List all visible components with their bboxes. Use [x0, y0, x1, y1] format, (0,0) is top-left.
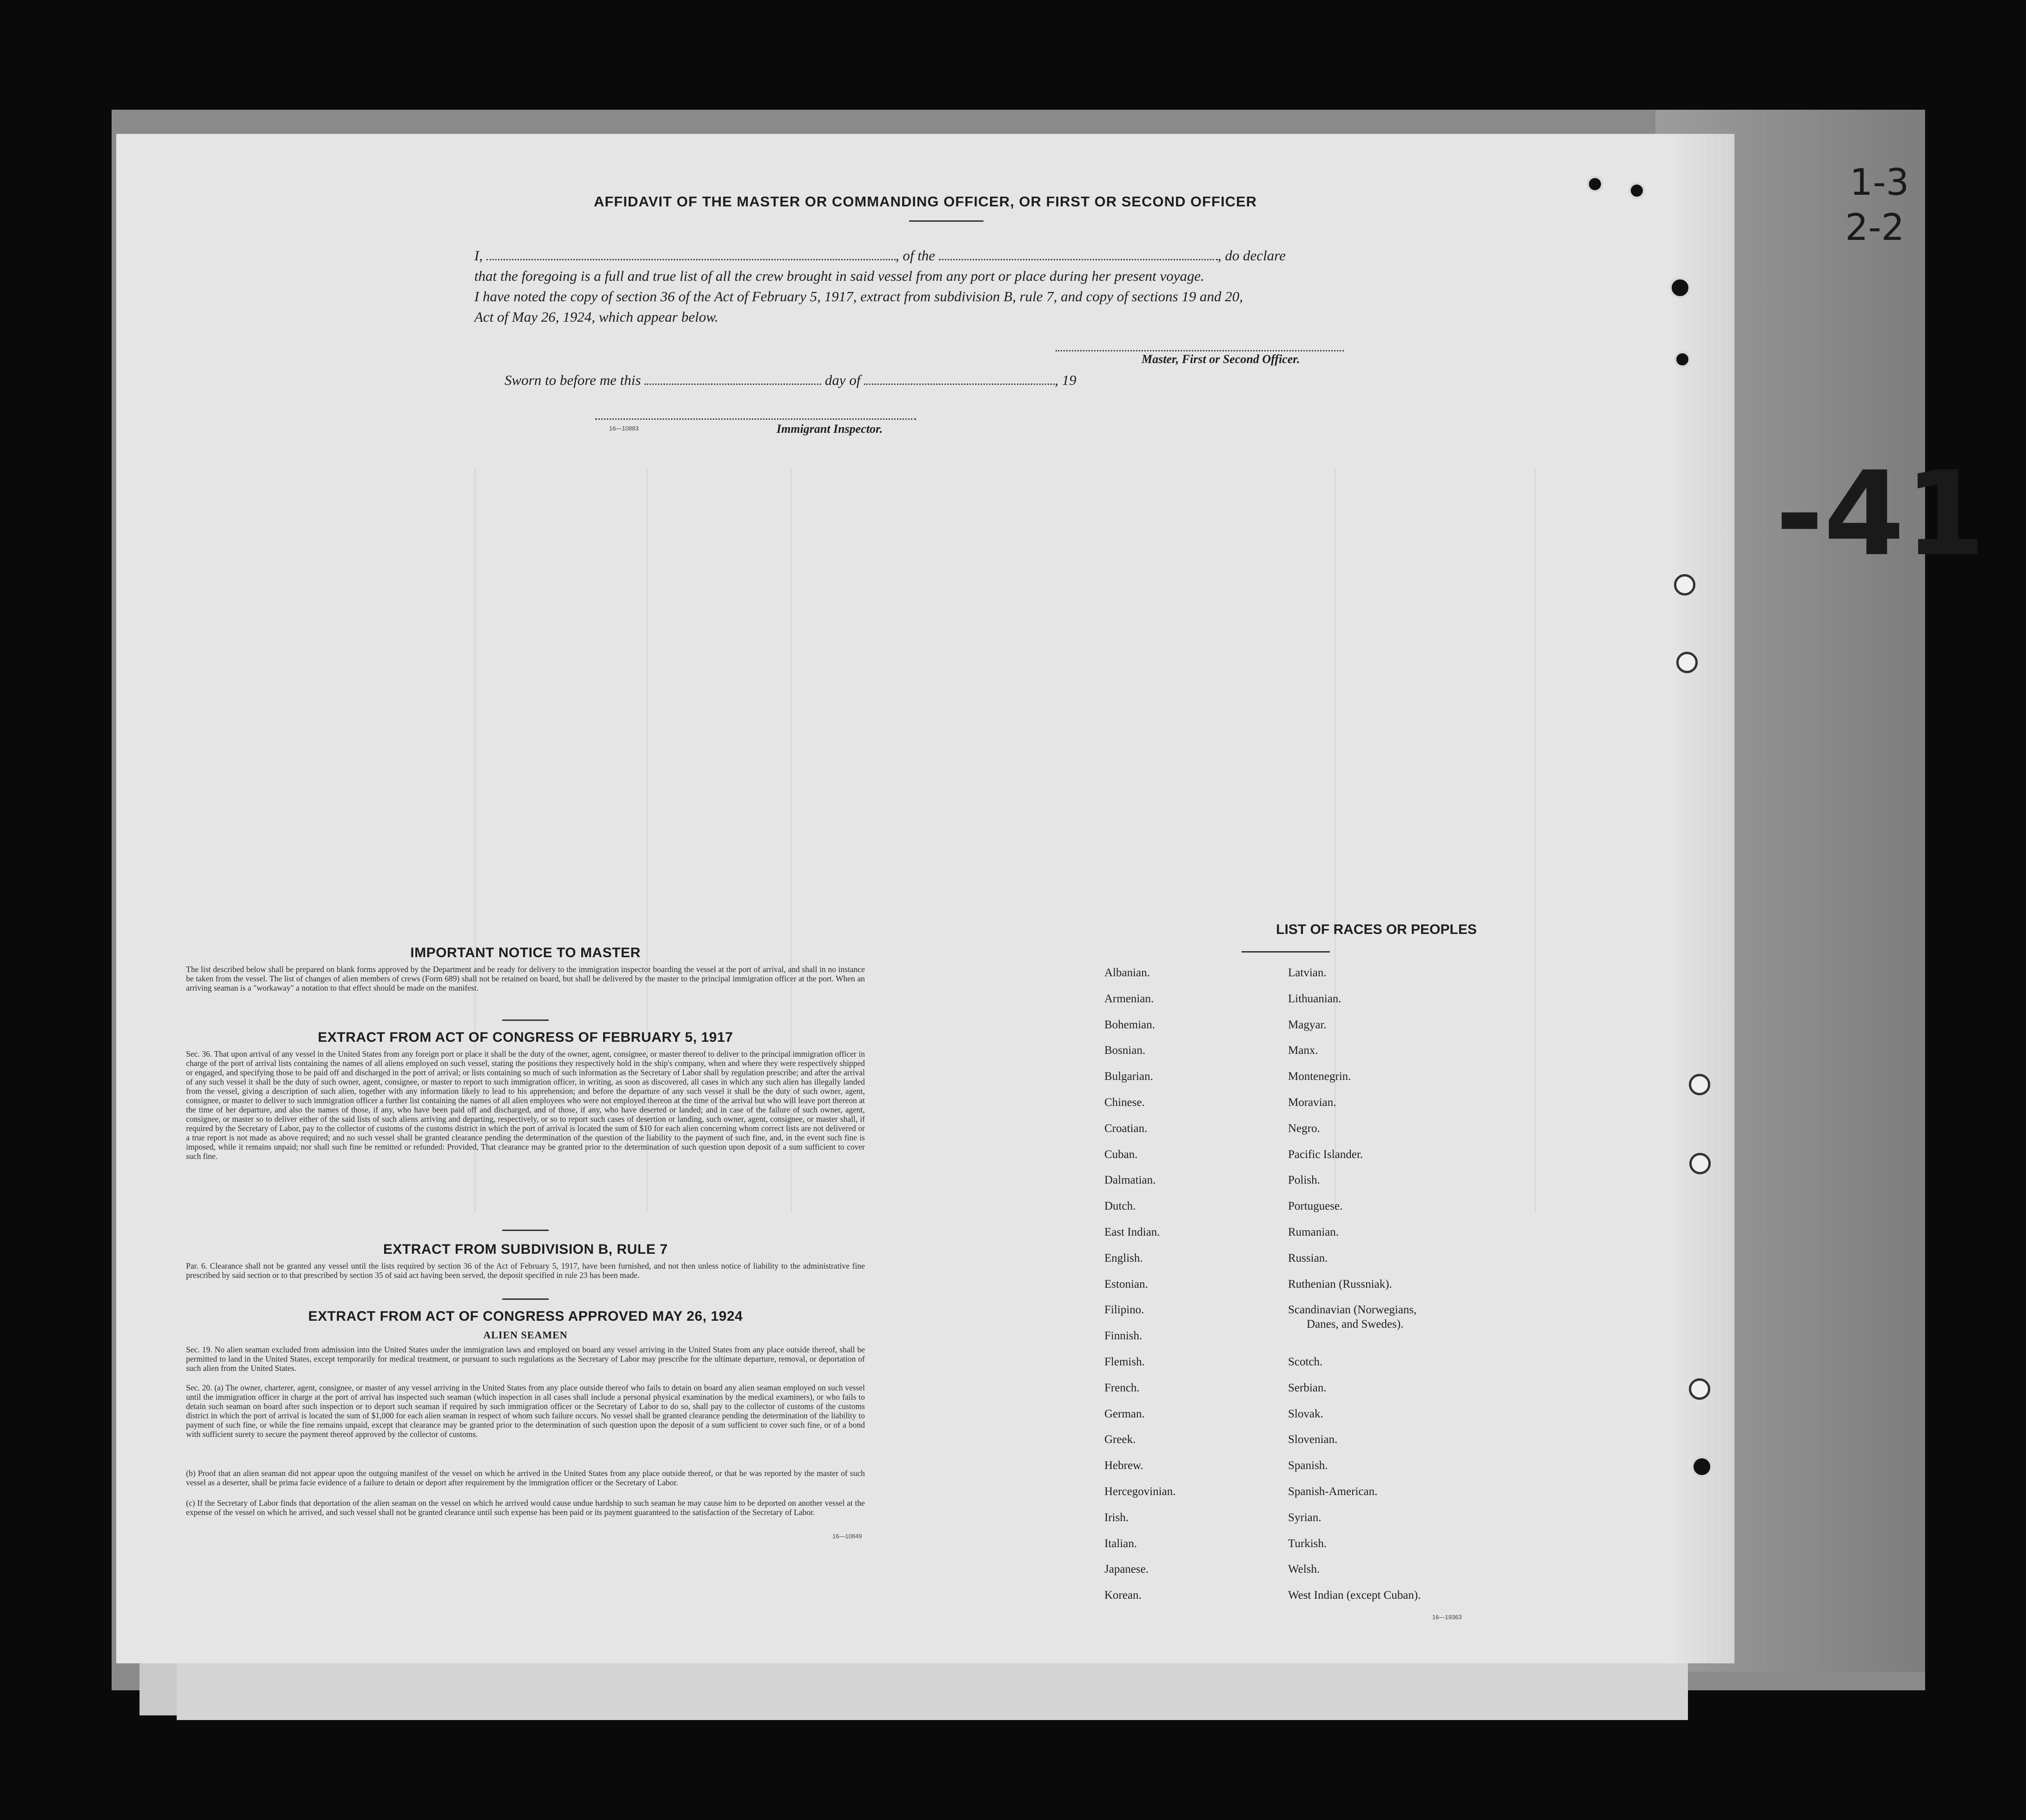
affidavit-i: I,: [474, 247, 483, 264]
inspector-label: Immigrant Inspector.: [777, 422, 883, 436]
race-item: Bosnian.: [1104, 1044, 1146, 1057]
affidavit-line-1: [474, 245, 1286, 266]
race-item: Dutch.: [1104, 1200, 1136, 1213]
race-item: Negro.: [1288, 1122, 1320, 1135]
affidavit-line-3: I have noted the copy of section 36 of the Act of February 5, 1917, extract from subdivision B, rule 7, and copy of sections 19 and 20,: [474, 288, 1243, 304]
races-rule: [1242, 951, 1330, 953]
sworn-day-blank[interactable]: [644, 372, 821, 385]
binder-hole: [1669, 277, 1691, 298]
race-item: Irish.: [1104, 1511, 1129, 1524]
inspector-signature-line[interactable]: [595, 418, 916, 420]
handwritten-margin-number: -41: [1775, 446, 1986, 582]
section-rule: [502, 1230, 549, 1231]
affidavit-title: AFFIDAVIT OF THE MASTER OR COMMANDING OFFICER, OR FIRST OR SECOND OFFICER: [593, 193, 1257, 210]
race-item: Spanish.: [1288, 1459, 1328, 1472]
extract-1924-heading: EXTRACT FROM ACT OF CONGRESS APPROVED MAY 26, 1924: [308, 1309, 743, 1324]
binder-hole: [1691, 1456, 1713, 1477]
notice-heading: IMPORTANT NOTICE TO MASTER: [410, 945, 641, 960]
race-item: Dalmatian.: [1104, 1174, 1156, 1187]
extract-1917-text: Sec. 36. That upon arrival of any vessel in the United States from any foreign port or place it shall be the duty of the owner, agent, consignee, or master thereof to deliver to the principal immigration officer in charge of the port of arrival lists containing the names of all aliens employed on such vessel, stating the positions they respectively hold in the ship's company, when and where they were respectively shipped or engaged, and specifying those to be paid off and discharged in the port of arrival; or lists containing so much of such information as the Secretary of Labor shall by regulation prescribe; and after the arrival of any such vessel it shall be the duty of such owner, agent, consignee, or master to report to such immigration officer, in writing, as soon as discovered, all cases in which any such alien has illegally landed from the vessel, giving a description of such alien, together with any information likely to lead to his apprehension; and before the departure of any such vessel it shall be the duty of such owner, agent, consignee, or master to deliver to such immigration officer a further list containing the names of all alien employees who were not employed thereon at the time of the arrival but who will leave port thereon at the time of her departure, and also the names of those, if any, who have been paid off and discharged, and of those, if any, who have deserted or landed; and in case of the failure of such owner, agent, consignee, or master so to deliver either of the said lists of such aliens arriving and departing, respectively, or so to report such cases of desertion or landing, such owner, agent, consignee, or master shall, if required by the Secretary of Labor, pay to the collector of customs of the customs district in which the port of arrival is located the sum of $10 for each alien concerning whom correct lists are not delivered or a true report is not made as above required; and no such vessel shall be granted clearance pending the determination of the question of the liability to the payment of such fine, and, in the event such fine is imposed, while it remains unpaid; nor shall such fine be remitted or refunded: Provided, That clearance may be granted prior to the determination of such question upon deposit of a sum sufficient to cover such fine.: [186, 1049, 865, 1161]
race-item: Portuguese.: [1288, 1200, 1343, 1213]
race-item: Lithuanian.: [1288, 992, 1342, 1005]
race-item: Albanian.: [1104, 966, 1150, 979]
race-item: Rumanian.: [1288, 1226, 1339, 1238]
binder-hole: [1587, 176, 1603, 192]
race-item: Greek.: [1104, 1433, 1136, 1446]
bleed-through-column: [1534, 469, 1536, 1212]
race-item: Russian.: [1288, 1251, 1328, 1264]
vessel-blank[interactable]: [939, 248, 1218, 260]
race-item: Manx.: [1288, 1044, 1318, 1057]
extract-1924-sec20c: (c) If the Secretary of Labor finds that deportation of the alien seaman on the vessel on which he arrived would cause undue hardship to such seaman he may cause him to be deported on another vessel at the expense of the vessel on which he arrived, and such vessel shall not be granted clearance until such expense has been paid or its payment guaranteed to the satisfaction of the Secretary of Labor.: [186, 1498, 865, 1517]
extract-form-number: 16—10849: [832, 1533, 862, 1540]
affidavit-line-2: that the foregoing is a full and true list of all the crew brought in said vessel from any port or place during her present voyage.: [474, 268, 1204, 284]
race-item: Spanish-American.: [1288, 1485, 1378, 1498]
sworn-line: [505, 370, 1076, 390]
handwritten-corner-bottom: 2-2: [1845, 207, 1905, 249]
section-rule: [502, 1298, 549, 1300]
races-heading: LIST OF RACES OR PEOPLES: [1276, 922, 1477, 937]
race-item: Latvian.: [1288, 966, 1327, 979]
race-item: Bulgarian.: [1104, 1070, 1153, 1083]
binder-hole: [1689, 1378, 1710, 1400]
name-blank[interactable]: [486, 248, 896, 260]
race-item: Magyar.: [1288, 1018, 1327, 1031]
race-item: English.: [1104, 1251, 1143, 1264]
binder-hole: [1676, 652, 1698, 673]
race-item: Moravian.: [1288, 1096, 1336, 1109]
affidavit-form-number: 16—10883: [609, 425, 639, 432]
notice-column: [186, 945, 865, 1707]
race-item: Slovak.: [1288, 1407, 1323, 1420]
document-sheet: [116, 134, 1734, 1663]
race-item: Welsh.: [1288, 1563, 1320, 1576]
extract-1917-heading: EXTRACT FROM ACT OF CONGRESS OF FEBRUARY 5, 1917: [318, 1030, 733, 1045]
extract-1924-sec20b: (b) Proof that an alien seaman did not appear upon the outgoing manifest of the vessel on which he arrived in the United States from any place outside thereof, or that he was reported by the master of such vessel as a deserter, shall be prima facie evidence of a failure to detain or deport after requirement by the immigration officer or the Secretary of Labor.: [186, 1469, 865, 1487]
race-item: Flemish.: [1104, 1356, 1145, 1368]
race-item: Finnish.: [1104, 1330, 1143, 1343]
race-item: Montenegrin.: [1288, 1070, 1351, 1083]
alien-seamen-subheading: ALIEN SEAMEN: [483, 1329, 568, 1341]
extract-1924-sec19: Sec. 19. No alien seaman excluded from admission into the United States under the immigration laws and employed on board any vessel arriving in the United States from any place outside thereof, shall be permitted to land in the United States, except temporarily for medical treatment, or pursuant to such regulations as the Secretary of Labor may prescribe for the ultimate departure, removal, or deportation of such alien from the United States.: [186, 1345, 865, 1373]
section-rule: [502, 1019, 549, 1021]
binder-hole: [1674, 574, 1695, 596]
race-item: Scandinavian (Norwegians,: [1288, 1304, 1417, 1317]
sworn-prefix: Sworn to before me this: [505, 372, 641, 388]
race-item: French.: [1104, 1381, 1140, 1394]
binder-hole: [1689, 1074, 1710, 1095]
race-item: Italian.: [1104, 1537, 1137, 1550]
race-item: Filipino.: [1104, 1304, 1144, 1317]
race-item: Scotch.: [1288, 1356, 1323, 1368]
master-signature-line[interactable]: [1056, 350, 1344, 351]
affidavit-declare: , do declare: [1217, 247, 1286, 264]
race-item: Armenian.: [1104, 992, 1154, 1005]
race-item: Bohemian.: [1104, 1018, 1156, 1031]
binder-hole: [1689, 1153, 1711, 1174]
race-item: Estonian.: [1104, 1277, 1148, 1291]
sworn-day-of: day of: [824, 372, 861, 388]
sworn-year: , 19: [1055, 372, 1076, 388]
notice-text: The list described below shall be prepared on blank forms approved by the Department and be ready for delivery to the immigration inspector boarding the vessel at the port of arrival, and shall in no instance be taken from the vessel. The list of changes of alien members of crews (Form 689) shall not be retained on board, but shall be delivered by the master to the principal immigration officer at the port. When an arriving seaman is a "workaway" a notation to that effect should be made on the manifest.: [186, 965, 865, 993]
sworn-month-blank[interactable]: [864, 372, 1055, 385]
race-item: East Indian.: [1104, 1226, 1160, 1238]
race-item: Japanese.: [1104, 1563, 1149, 1576]
race-item: Polish.: [1288, 1174, 1320, 1187]
race-item: Pacific Islander.: [1288, 1148, 1363, 1161]
race-item: Serbian.: [1288, 1381, 1327, 1394]
race-item: Korean.: [1104, 1589, 1142, 1602]
binder-hole: [1674, 351, 1691, 368]
race-item: Hercegovinian.: [1104, 1485, 1176, 1498]
affidavit-line-4: Act of May 26, 1924, which appear below.: [474, 309, 718, 325]
race-item: Slovenian.: [1288, 1433, 1338, 1446]
race-item: Cuban.: [1104, 1148, 1138, 1161]
title-rule: [909, 220, 983, 222]
race-item: Ruthenian (Russniak).: [1288, 1277, 1392, 1291]
race-item: Croatian.: [1104, 1122, 1148, 1135]
extract-rule7-heading: EXTRACT FROM SUBDIVISION B, RULE 7: [383, 1242, 668, 1257]
race-item: German.: [1104, 1407, 1145, 1420]
race-item: Danes, and Swedes).: [1307, 1318, 1404, 1331]
affidavit-of-the: , of the: [895, 247, 936, 264]
race-item: Syrian.: [1288, 1511, 1322, 1524]
race-item: Hebrew.: [1104, 1459, 1143, 1472]
handwritten-corner-top: 1-3: [1850, 162, 1909, 204]
extract-1924-sec20a: Sec. 20. (a) The owner, charterer, agent, consignee, or master of any vessel arriving in the United States from any place outside thereof who fails to detain on board any alien seaman employed on such vessel until the immigration officer in charge at the port of arrival has inspected such seaman (which inspection in all cases shall include a personal physical examination by the medical examiners), or who fails to detain such seaman on board after such inspection or to deport such seaman if required by such immigration officer or the Secretary of Labor to do so, shall pay to the collector of customs of the customs district in which the port of arrival is located the sum of $1,000 for each alien seaman in respect of whom such failure occurs. No vessel shall be granted clearance pending the determination of the liability to payment of such fine, or while the fine remains unpaid, except that clearance may be granted prior to the determination of such question upon the deposit of a sum sufficient to cover such fine, or of a bond with sufficient surety to secure the payment thereof approved by the collector of customs.: [186, 1383, 865, 1439]
master-signature-label: Master, First or Second Officer.: [1142, 352, 1300, 366]
race-item: Chinese.: [1104, 1096, 1145, 1109]
race-item: Turkish.: [1288, 1537, 1327, 1550]
extract-rule7-text: Par. 6. Clearance shall not be granted any vessel until the lists required by section 36 of the Act of February 5, 1917, have been furnished, and not then unless notice of liability to the administrative fine prescribed by said section or to that prescribed by section 35 of said act having been served, the deposit specified in rule 23 has been made.: [186, 1261, 865, 1280]
race-item: West Indian (except Cuban).: [1288, 1589, 1421, 1602]
races-form-number: 16—19363: [1432, 1614, 1462, 1621]
binder-hole: [1628, 182, 1645, 199]
